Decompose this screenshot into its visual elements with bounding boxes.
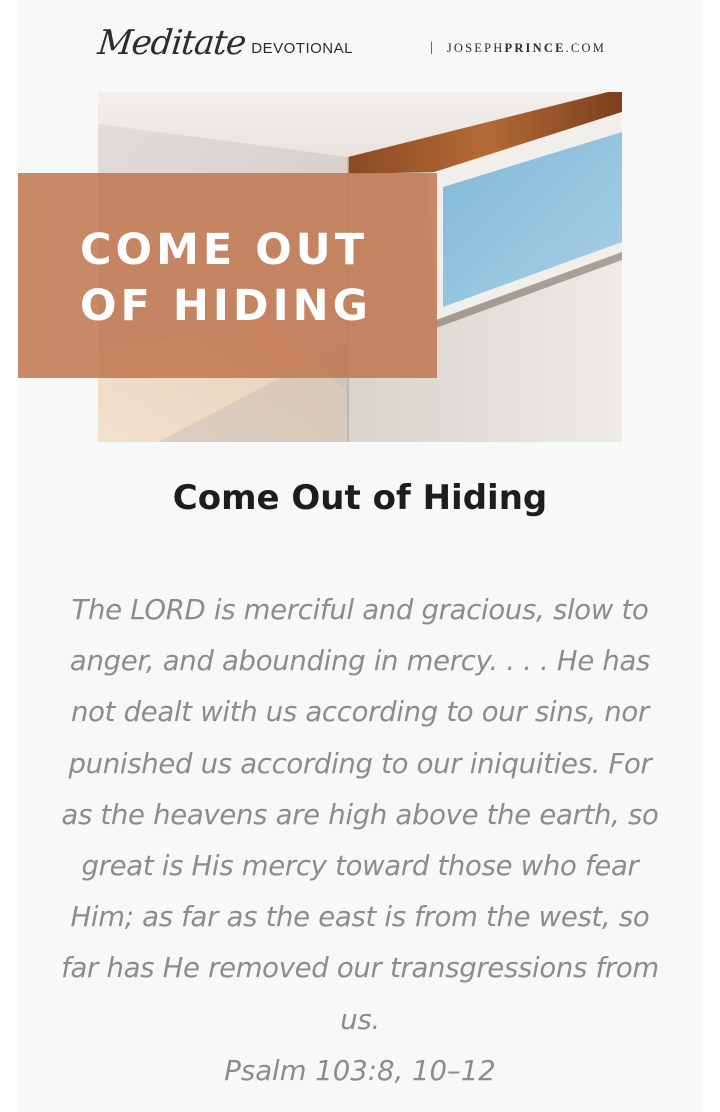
verse-text: The LORD is merciful and gracious, slow to anger, and abounding in mercy. . . . He has not dealt with us according to our sins, nor punished us according to our iniquities. For as the heavens are high above the earth, so great is His mercy toward those who fear Him; as far as the east is from the west, so far has He removed our transgressions from us. <box>61 594 659 1036</box>
verse-reference: Psalm 103:8, 10–12 <box>224 1055 496 1087</box>
site-name-part3: .COM <box>565 40 607 55</box>
josephprince-link[interactable] <box>430 40 606 56</box>
header <box>0 0 720 92</box>
site-name-part1: JOSEPH <box>446 40 505 55</box>
meditate-logo[interactable] <box>95 20 353 66</box>
site-name-part2: PRINCE <box>504 40 566 55</box>
hero-overlay-title: COME OUT OF HIDING <box>80 225 372 331</box>
page-title: Come Out of Hiding <box>172 478 548 518</box>
brand-script: Meditate <box>95 23 248 63</box>
header-separator: | <box>430 40 433 55</box>
brand-word: DEVOTIONAL <box>251 40 353 57</box>
